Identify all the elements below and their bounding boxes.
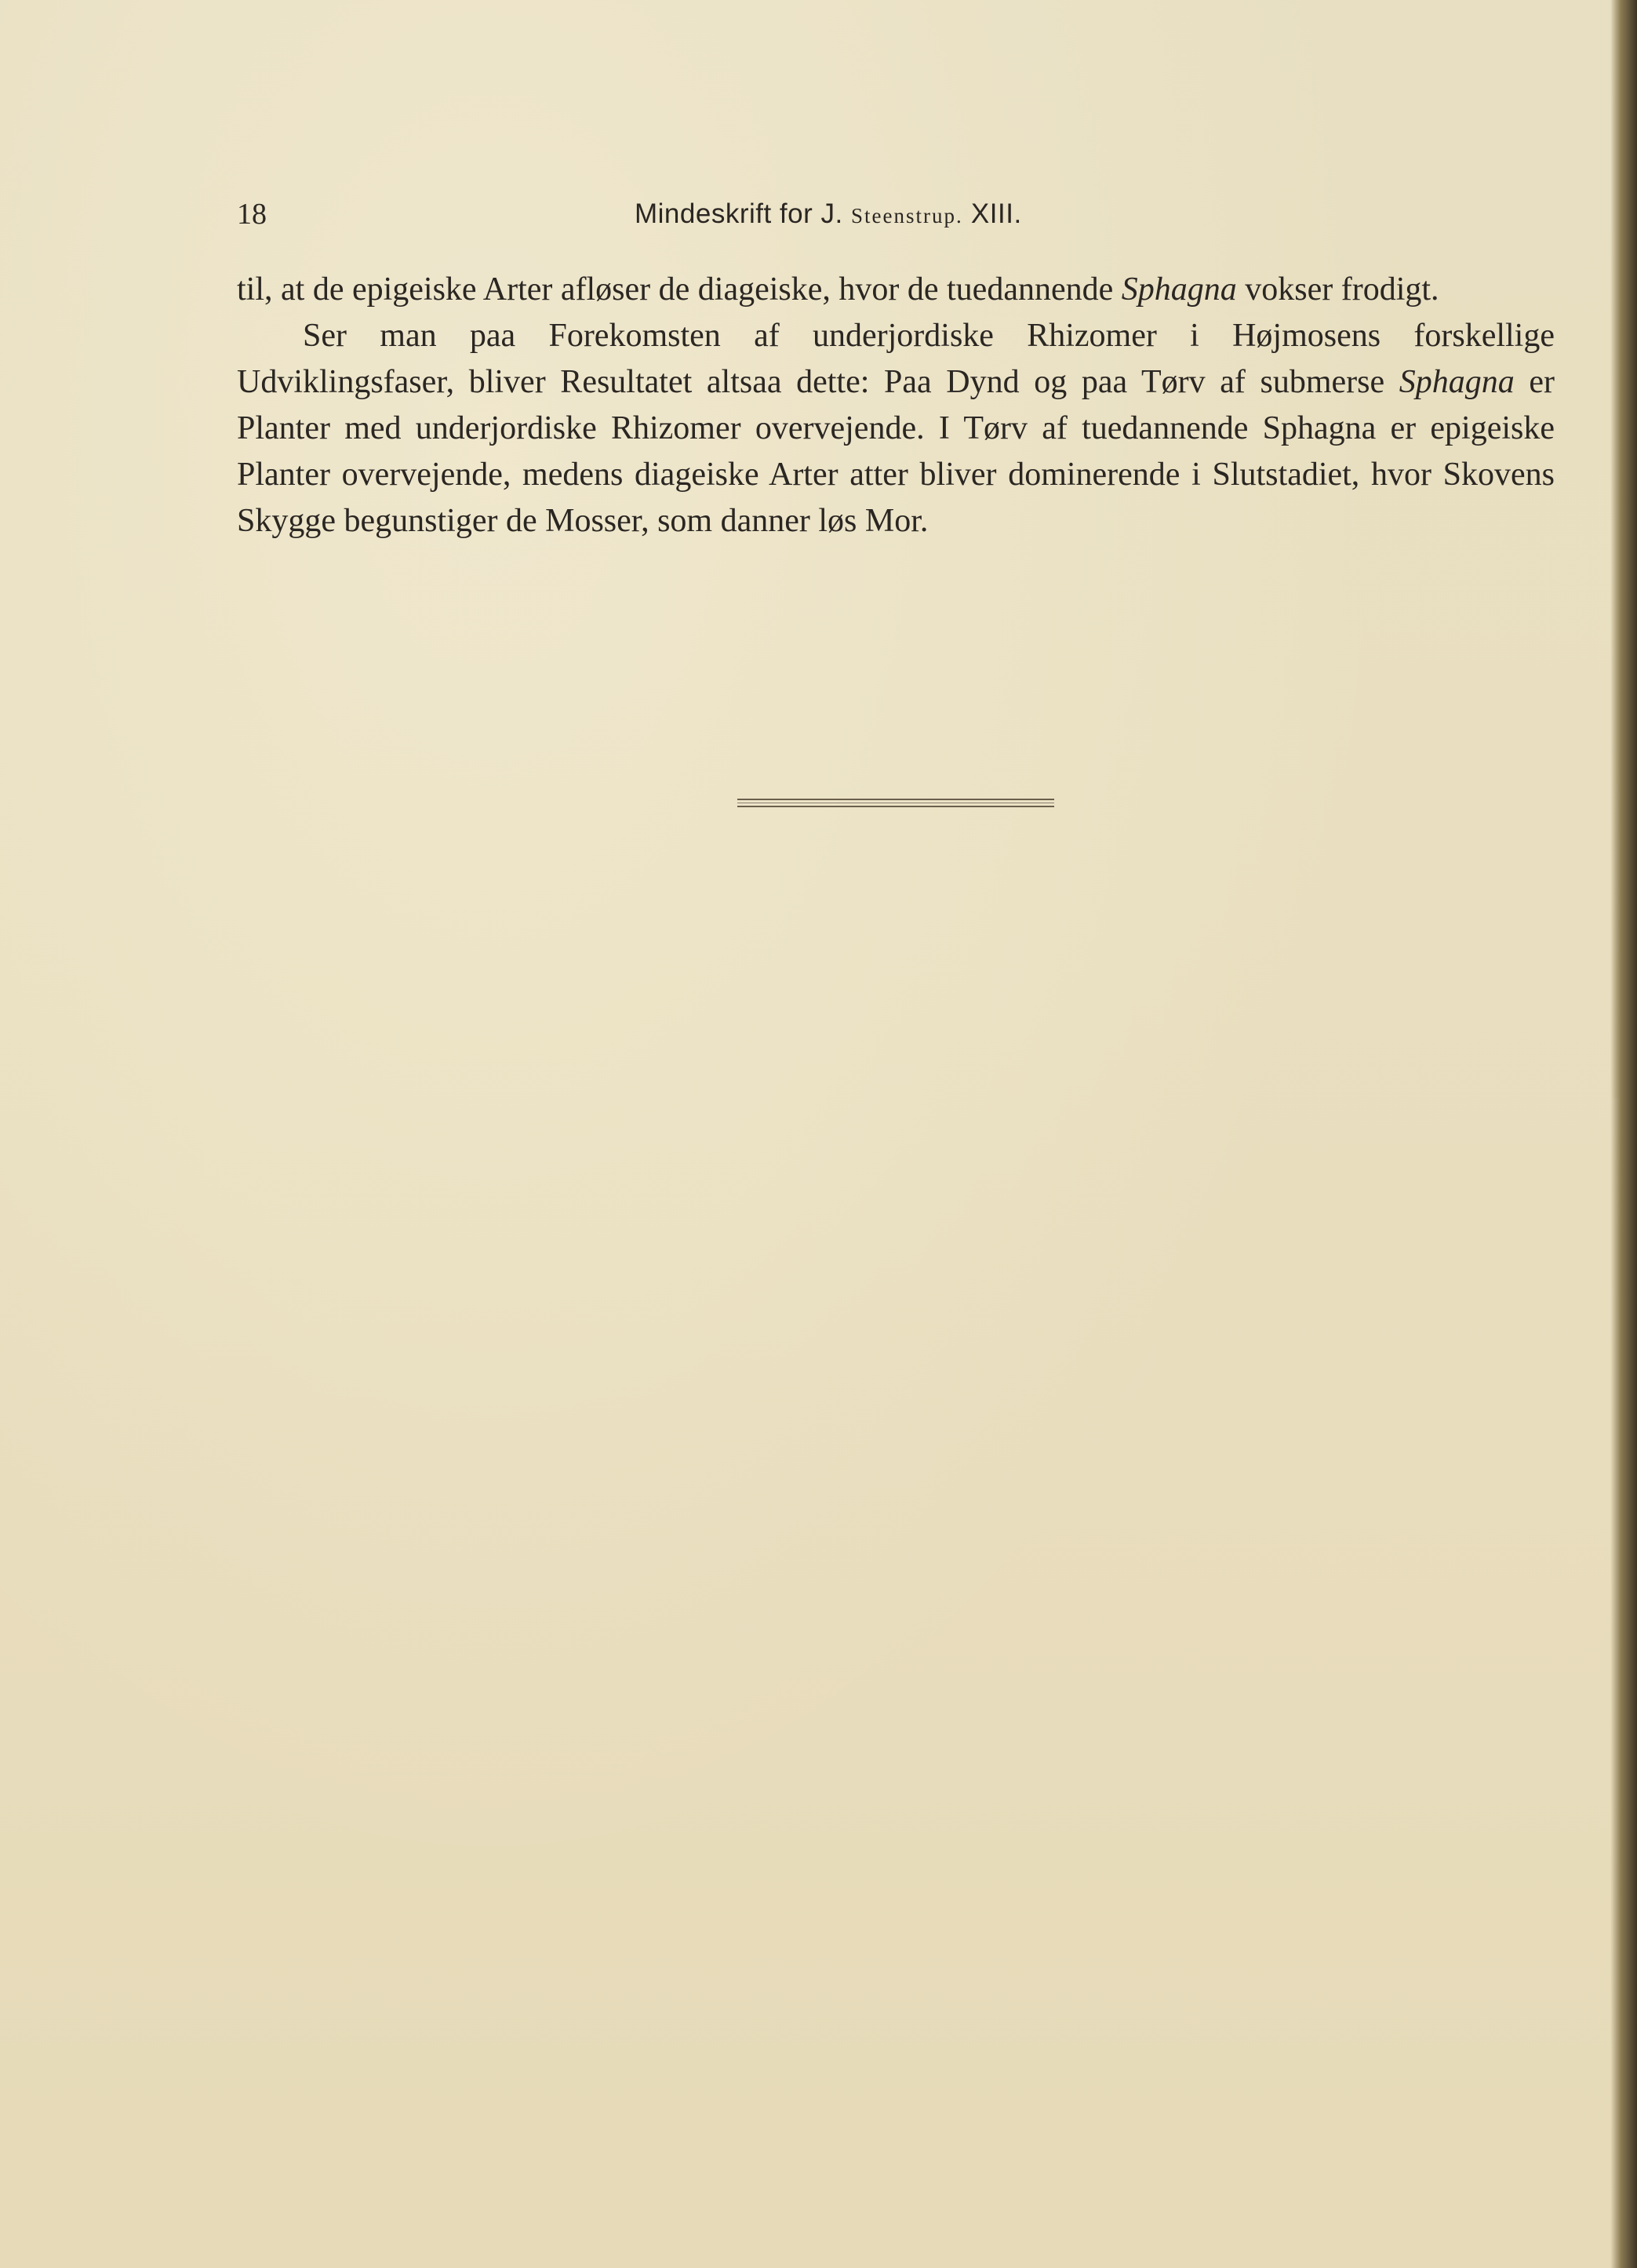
paragraph-1-italic: Sphagna	[1121, 271, 1237, 308]
paragraph-2-text-b: er Planter med underjordiske Rhizomer overvejende. I Tørv af tuedannende Sphagna er epigeiske Planter overvejende, medens diageiske Arter atter bliver dominerende i Slutstadiet, hvor Skovens Skygge begunstiger de Mosser, som danner løs Mor.	[237, 364, 1555, 539]
section-end-rule	[737, 799, 1054, 807]
paragraph-2	[237, 313, 1555, 544]
header-title-prefix: Mindeskrift for J.	[635, 198, 851, 229]
header-title	[635, 195, 1022, 235]
page-number: 18	[237, 198, 267, 231]
running-head	[237, 195, 1562, 234]
paragraph-2-italic: Sphagna	[1399, 364, 1515, 400]
paragraph-1	[237, 267, 1555, 313]
header-title-volume: XIII.	[962, 198, 1022, 229]
paragraph-1-text-b: vokser frodigt.	[1236, 271, 1439, 308]
header-title-name: Steenstrup.	[850, 204, 963, 228]
paragraph-1-text-a: til, at de epigeiske Arter afløser de diageiske, hvor de tuedannende	[237, 271, 1122, 308]
page-edge-shadow	[1610, 0, 1637, 2268]
paragraph-2-text-a: Ser man paa Forekomsten af underjordiske Rhizomer i Højmosens forskellige Udviklingsfaser, bliver Resultatet altsaa dette: Paa Dynd og paa Tørv af submerse	[237, 318, 1555, 400]
body-text	[237, 267, 1555, 544]
